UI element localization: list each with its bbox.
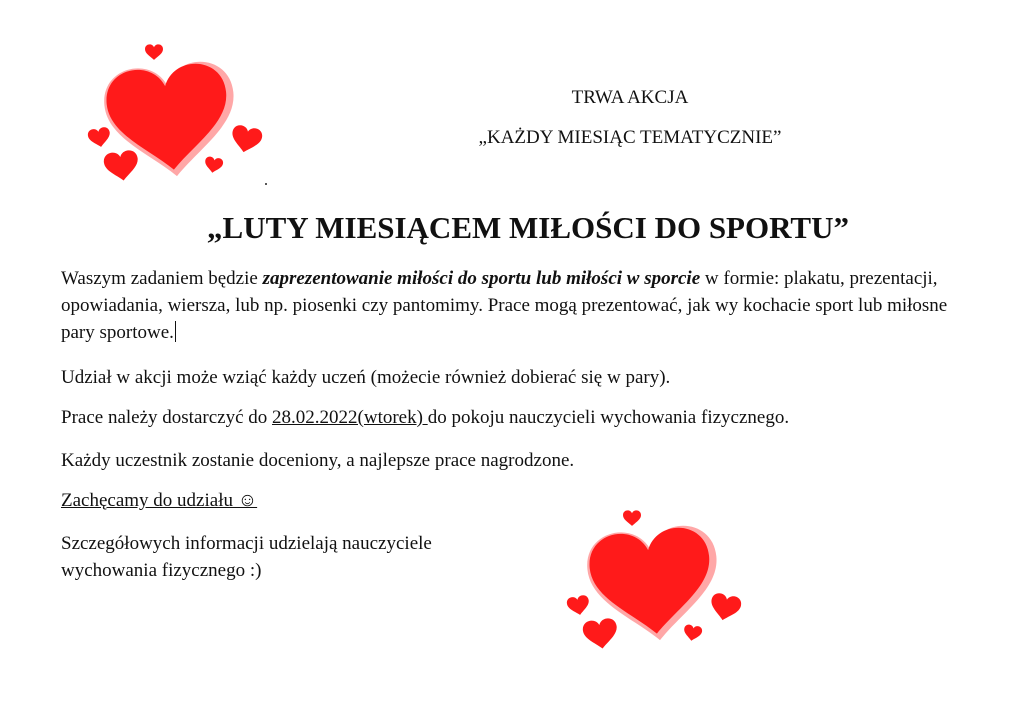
- participation-paragraph: Udział w akcji może wziąć każdy uczeń (możecie również dobierać się w pary).: [61, 367, 671, 388]
- hearts-decoration-top: [85, 38, 270, 188]
- theme-heading: „KAŻDY MIESIĄC TEMATYCZNIE”: [478, 127, 782, 148]
- evaluation-paragraph: Każdy uczestnik zostanie doceniony, a najlepsze prace nagrodzone.: [61, 450, 575, 471]
- deadline-paragraph: [61, 404, 961, 431]
- deadline-text-after: do pokoju nauczycieli wychowania fizycznego.: [427, 407, 790, 428]
- text-cursor: [175, 321, 176, 342]
- deadline-text-before: Prace należy dostarczyć do: [61, 407, 273, 428]
- task-text-before: Waszym zadaniem będzie: [61, 268, 263, 289]
- hearts-decoration-bottom: [562, 506, 747, 656]
- main-title: „LUTY MIESIĄCEM MIŁOŚCI DO SPORTU”: [207, 210, 849, 245]
- action-heading: TRWA AKCJA: [571, 87, 689, 108]
- task-emphasis: zaprezentowanie miłości do sportu lub miłości w sporcie: [262, 268, 701, 289]
- task-text-after: w formie: plakatu, prezentacji, opowiadania, wiersza, lub np. piosenki czy pantomimy. Prace mogą prezentować, jak wy kochacie sport lub miłosne pary sportowe.: [61, 268, 948, 343]
- task-paragraph: [61, 265, 961, 346]
- deadline-date: 28.02.2022(wtorek): [272, 407, 428, 428]
- info-paragraph: Szczegółowych informacji udzielają nauczyciele wychowania fizycznego :): [61, 533, 432, 581]
- stray-dot: [265, 183, 267, 185]
- invite-paragraph: Zachęcamy do udziału ☺: [61, 490, 258, 511]
